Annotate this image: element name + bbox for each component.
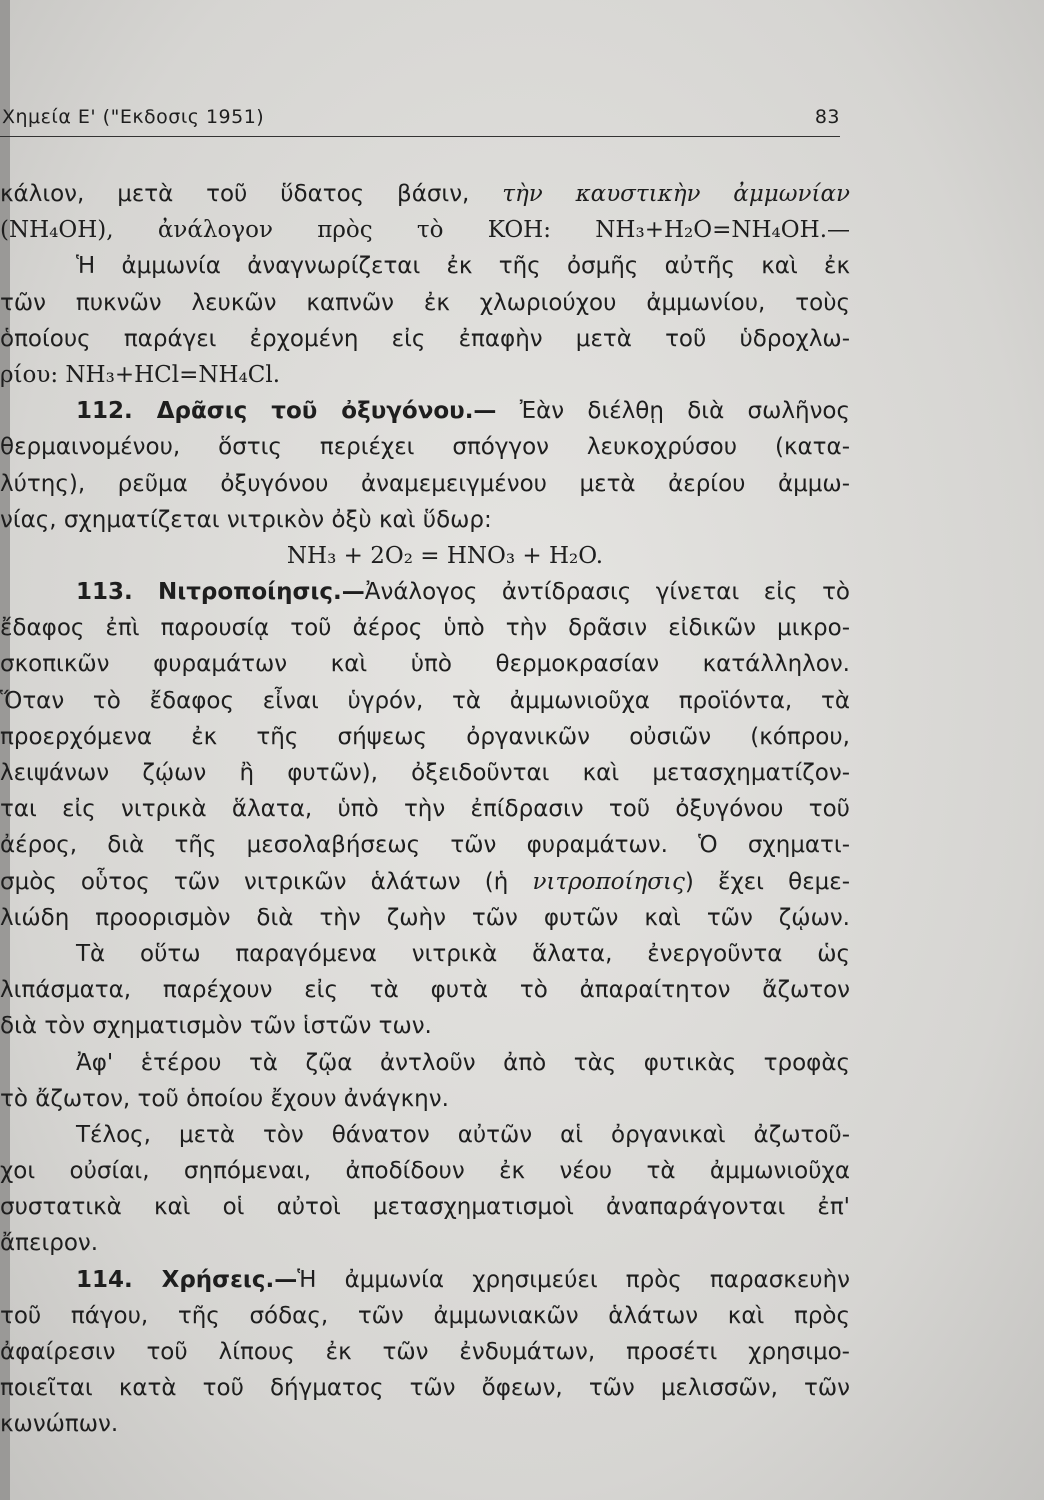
text-line: τοῦ πάγου, τῆς σόδας, τῶν ἀμμωνιακῶν ἁλάτων καὶ πρὸς — [0, 1302, 850, 1329]
text-line: τὸ ἄζωτον, τοῦ ὁποίου ἔχουν ἀνάγκην. — [0, 1085, 449, 1112]
text-line: ἀέρος, διὰ τῆς μεσολαβήσεως τῶν φυραμάτων. Ὁ σχηματι- — [0, 832, 850, 859]
text-line: προερχόμενα ἐκ τῆς σήψεως ὀργανικῶν οὐσιῶν (κόπρου, — [0, 723, 850, 750]
text-line: νίας, σχηματίζεται νιτρικὸν ὀξὺ καὶ ὕδωρ: — [0, 506, 492, 533]
header-title: Χημεία Ε' ("Εκδοσις 1951) — [2, 106, 265, 128]
text-line: λιπάσματα, παρέχουν εἰς τὰ φυτὰ τὸ ἀπαραίτητον ἄζωτον — [0, 977, 850, 1004]
text-line: λιώδη προορισμὸν διὰ τὴν ζωὴν τῶν φυτῶν καὶ τῶν ζῴων. — [0, 904, 850, 931]
text-line: συστατικὰ καὶ οἱ αὐτοὶ μετασχηματισμοὶ ἀναπαράγονται ἐπ' — [0, 1194, 850, 1221]
text-line: ὁποίους παράγει ἐρχομένη εἰς ἐπαφὴν μετὰ τοῦ ὑδροχλω- — [0, 325, 850, 352]
text-line: Τέλος, μετὰ τὸν θάνατον αὐτῶν αἱ ὀργανικαὶ ἀζωτοῦ- — [76, 1121, 850, 1148]
text-line: Τὰ οὕτω παραγόμενα νιτρικὰ ἅλατα, ἐνεργοῦντα ὡς — [76, 940, 850, 967]
text-line: διὰ τὸν σχηματισμὸν τῶν ἱστῶν των. — [0, 1013, 432, 1040]
page-number: 83 — [814, 106, 840, 128]
text-line: τῶν πυκνῶν λευκῶν καπνῶν ἐκ χλωριούχου ἀμμωνίου, τοὺς — [0, 289, 850, 316]
text-line: (NH₄OH), ἀνάλογον πρὸς τὸ KOH: NH₃+H₂O=NH₄OH.— — [0, 217, 850, 244]
text-line: σμὸς οὗτος τῶν νιτρικῶν ἁλάτων (ἡ νιτροποίησις) ἔχει θεμε- — [0, 868, 850, 895]
text-line: θερμαινομένου, ὅστις περιέχει σπόγγον λευκοχρύσου (κατα- — [0, 434, 850, 461]
text-line: Ἡ ἀμμωνία ἀναγνωρίζεται ἐκ τῆς ὀσμῆς αὐτῆς καὶ ἐκ — [76, 253, 850, 280]
text-line: χοι οὐσίαι, σηπόμεναι, ἀποδίδουν ἐκ νέου τὰ ἀμμωνιοῦχα — [0, 1158, 850, 1185]
text-line: λύτης), ρεῦμα ὀξυγόνου ἀναμεμειγμένου μετὰ ἀερίου ἀμμω- — [0, 470, 850, 497]
text-line: λειψάνων ζῴων ἢ φυτῶν), ὀξειδοῦνται καὶ μετασχηματίζον- — [0, 760, 850, 786]
text-line: Ἀφ' ἑτέρου τὰ ζῷα ἀντλοῦν ἀπὸ τὰς φυτικὰς τροφὰς — [76, 1049, 850, 1076]
text-line: κωνώπων. — [0, 1411, 119, 1438]
chemical-equation: NH₃ + 2O₂ = HNO₃ + H₂O. — [286, 542, 604, 569]
italic-term: νιτροποίησις — [532, 868, 685, 895]
section-114-heading: 114. Χρήσεις.—Ἡ ἀμμωνία χρησιμεύει πρὸς παρασκευὴν — [76, 1266, 851, 1293]
text-line: ποιεῖται κατὰ τοῦ δήγματος τῶν ὄφεων, τῶν μελισσῶν, τῶν — [0, 1375, 850, 1402]
text-line: σκοπικῶν φυραμάτων καὶ ὑπὸ θερμοκρασίαν κατάλληλον. — [0, 651, 850, 678]
section-title: 112. Δρᾶσις τοῦ ὀξυγόνου.— — [76, 398, 497, 425]
text-line: ται εἰς νιτρικὰ ἅλατα, ὑπὸ τὴν ἐπίδρασιν τοῦ ὀξυγόνου τοῦ — [0, 796, 850, 823]
text-line: Ὅταν τὸ ἔδαφος εἶναι ὑγρόν, τὰ ἀμμωνιοῦχα προϊόντα, τὰ — [0, 687, 850, 714]
section-112-heading: 112. Δρᾶσις τοῦ ὀξυγόνου.— Ἐὰν διέλθῃ διὰ σωλῆνος — [76, 398, 850, 425]
section-title: 113. Νιτροποίησις.— — [76, 579, 365, 606]
running-header — [0, 104, 840, 137]
section-title: 114. Χρήσεις.— — [76, 1266, 298, 1293]
text-line: ἔδαφος ἐπὶ παρουσίᾳ τοῦ ἀέρος ὑπὸ τὴν δρᾶσιν εἰδικῶν μικρο- — [0, 615, 850, 642]
text-line: ρίου: NH₃+HCl=NH₄Cl. — [0, 361, 281, 388]
italic-term: τὴν καυστικὴν ἀμμωνίαν — [502, 181, 851, 207]
body-text — [0, 176, 850, 1443]
text-line: ἀφαίρεσιν τοῦ λίπους ἐκ τῶν ἐνδυμάτων, προσέτι χρησιμο- — [0, 1339, 850, 1365]
text-line: ἄπειρον. — [0, 1230, 99, 1257]
section-113-heading: 113. Νιτροποίησις.—Ἀνάλογος ἀντίδρασις γίνεται εἰς τὸ — [76, 579, 850, 606]
text-line: κάλιον, μετὰ τοῦ ὕδατος βάσιν, τὴν καυστικὴν ἀμμωνίαν — [0, 181, 851, 207]
